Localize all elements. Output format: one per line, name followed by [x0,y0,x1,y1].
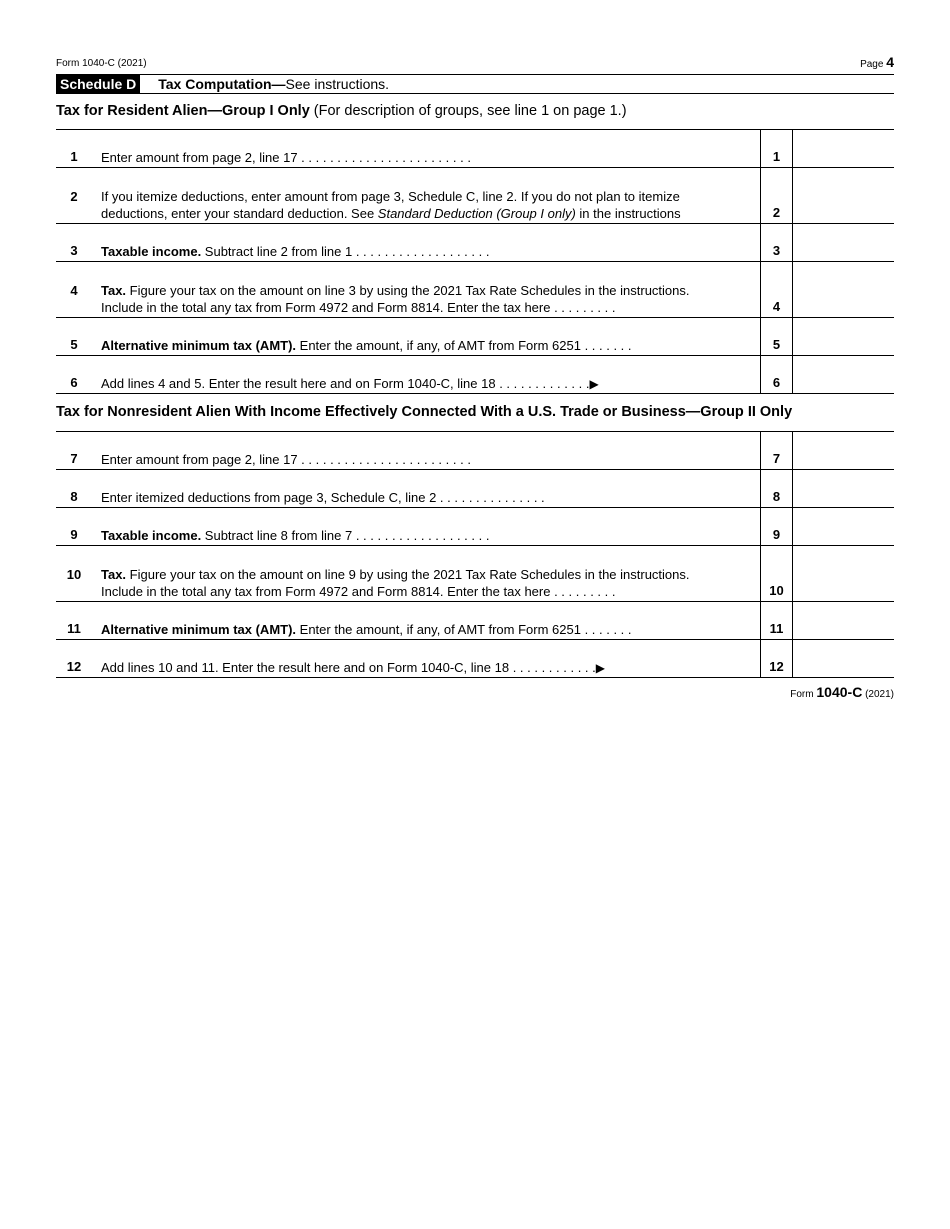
line-box-label: 7 [760,432,793,470]
line-7 [56,432,894,470]
line-description: Alternative minimum tax (AMT). Enter the amount, if any, of AMT from Form 6251 . . . . . . . [101,622,632,637]
line-6 [56,356,894,394]
schedule-badge: Schedule D [56,75,140,93]
line-1-amount-input[interactable] [793,130,894,168]
arrow-icon: ▶ [595,661,605,675]
line-number: 5 [70,337,78,352]
line-box-label: 2 [760,168,793,224]
form-page [56,54,894,700]
line-9 [56,508,894,546]
line-number: 4 [70,283,78,298]
group2-heading: Tax for Nonresident Alien With Income Effectively Connected With a U.S. Trade or Business—Group II Only [56,394,894,432]
line-8-amount-input[interactable] [793,470,894,508]
line-2-amount-input[interactable] [793,168,894,224]
line-description: Tax. Figure your tax on the amount on line 3 by using the 2021 Tax Rate Schedules in the instructions. Include in the total any tax from Form 4972 and Form 8814. Enter the tax here . . . . . . . . . [101,283,690,315]
line-box-label: 5 [760,318,793,356]
line-box-label: 8 [760,470,793,508]
line-10 [56,546,894,602]
line-description: If you itemize deductions, enter amount from page 3, Schedule C, line 2. If you do not plan to itemize deductions, enter your standard deduction. See Standard Deduction (Group I only) in the instructions [101,189,681,221]
arrow-icon: ▶ [589,377,599,391]
form-id: Form 1040-C (2021) [56,58,147,69]
schedule-title: Tax Computation—See instructions. [158,76,390,92]
group1-lines [56,130,894,394]
line-10-amount-input[interactable] [793,546,894,602]
page-number: Page 4 [860,54,894,70]
line-2 [56,168,894,224]
line-box-label: 4 [760,262,793,318]
line-12 [56,640,894,678]
line-9-amount-input[interactable] [793,508,894,546]
line-box-label: 12 [760,640,793,678]
group1-heading: Tax for Resident Alien—Group I Only (For description of groups, see line 1 on page 1.) [56,94,894,130]
line-box-label: 3 [760,224,793,262]
line-number: 6 [70,375,78,390]
line-number: 9 [70,527,78,542]
line-4-amount-input[interactable] [793,262,894,318]
line-number: 10 [66,567,82,582]
line-6-amount-input[interactable] [793,356,894,394]
line-description: Add lines 4 and 5. Enter the result here and on Form 1040-C, line 18 . . . . . . . . . . . . .▶ [101,376,599,391]
line-box-label: 11 [760,602,793,640]
line-description: Enter itemized deductions from page 3, Schedule C, line 2 . . . . . . . . . . . . . . . [101,490,545,505]
line-11-amount-input[interactable] [793,602,894,640]
line-description: Enter amount from page 2, line 17 . . . . . . . . . . . . . . . . . . . . . . . . [101,452,471,467]
line-number: 12 [66,659,82,674]
line-box-label: 9 [760,508,793,546]
group2-lines [56,432,894,678]
line-number: 1 [70,149,78,164]
line-description: Alternative minimum tax (AMT). Enter the amount, if any, of AMT from Form 6251 . . . . . . . [101,338,632,353]
line-12-amount-input[interactable] [793,640,894,678]
line-description: Add lines 10 and 11. Enter the result here and on Form 1040-C, line 18 . . . . . . . . . . . .▶ [101,660,605,675]
line-5-amount-input[interactable] [793,318,894,356]
line-number: 3 [70,243,78,258]
line-8 [56,470,894,508]
line-3-amount-input[interactable] [793,224,894,262]
line-3 [56,224,894,262]
line-7-amount-input[interactable] [793,432,894,470]
line-description: Tax. Figure your tax on the amount on line 9 by using the 2021 Tax Rate Schedules in the instructions. Include in the total any tax from Form 4972 and Form 8814. Enter the tax here . . . . . . . . . [101,567,690,599]
line-11 [56,602,894,640]
page-header [56,54,894,74]
line-number: 8 [70,489,78,504]
page-footer: Form 1040-C (2021) [790,684,894,700]
schedule-title-bar [56,74,894,94]
line-number: 11 [67,621,81,636]
line-description: Taxable income. Subtract line 2 from line 1 . . . . . . . . . . . . . . . . . . . [101,244,490,259]
line-1 [56,130,894,168]
line-number: 2 [70,189,78,204]
line-5 [56,318,894,356]
line-box-label: 6 [760,356,793,394]
line-box-label: 1 [760,130,793,168]
line-description: Taxable income. Subtract line 8 from line 7 . . . . . . . . . . . . . . . . . . . [101,528,490,543]
line-box-label: 10 [760,546,793,602]
line-number: 7 [70,451,78,466]
line-4 [56,262,894,318]
line-description: Enter amount from page 2, line 17 . . . . . . . . . . . . . . . . . . . . . . . . [101,150,471,165]
